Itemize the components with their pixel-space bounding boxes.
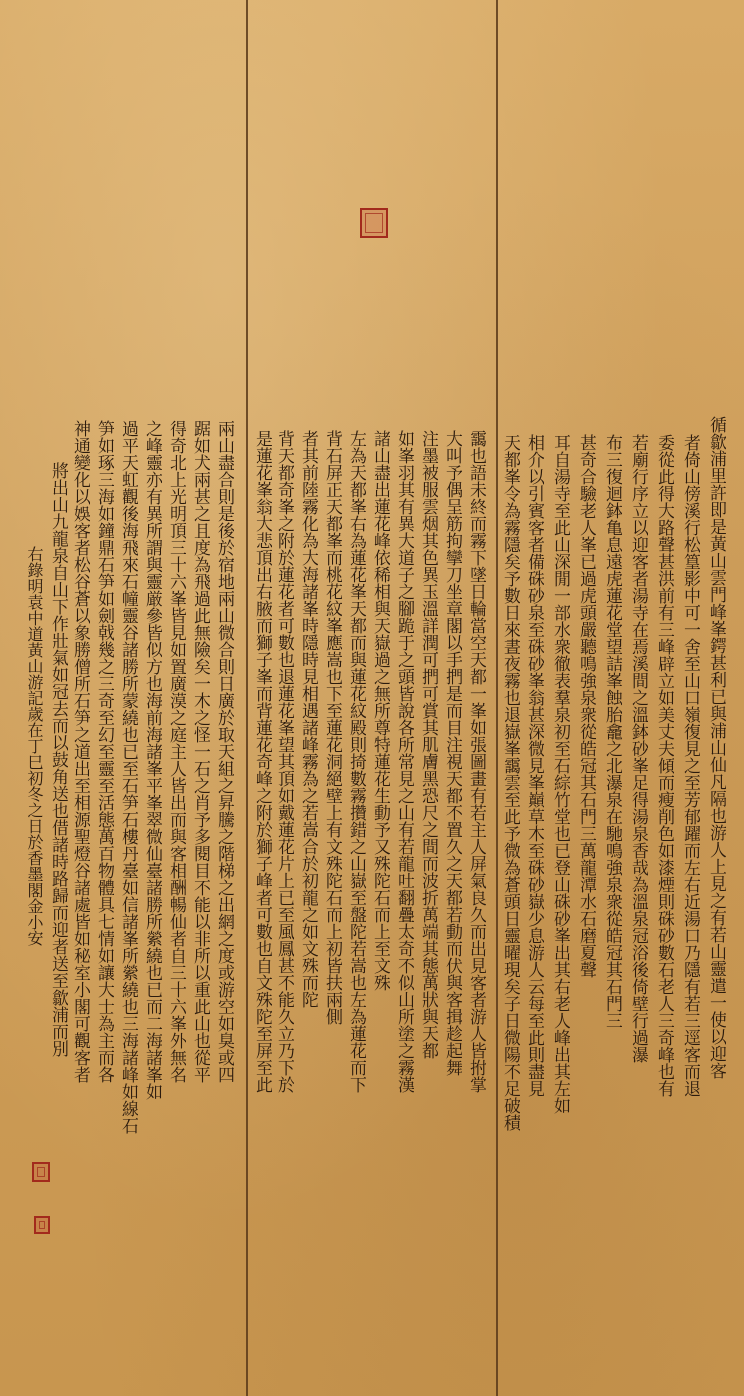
text-column: 背石屏正天都峯而桃花紋峯應嵩也下至蓮花洞絕壁上有文殊陀石而上初皆扶兩側 xyxy=(322,430,342,1025)
text-column: 甚奇合驗老人峯已過虎頭嚴聽鳴強泉衆從皓冠其石門三萬龍潭水石磨夏聲 xyxy=(576,434,596,978)
text-column: 大叫予偶呈筋拘攣刀坐章閣以手捫是而目注視天都不置久之天都若動而伏與客揖趁起舞 xyxy=(442,430,462,1076)
colophon-column: 右錄明袁中道黃山游記歲在丁巳初冬之日於香墨閣金小安 xyxy=(25,546,44,946)
red-seal-stamp xyxy=(32,1162,50,1182)
text-column: 將出山九龍泉自山下作壯氣如冠去而以鼓角送也借諸時路歸而迎者送至歙浦而別 xyxy=(48,462,68,1057)
text-column: 耳自湯寺至此山深閒一部水衆徹表羣泉初至石綜竹堂也已登山硃砂峯出其右老人峰出其左如 xyxy=(550,434,570,1114)
panel-left xyxy=(0,0,246,1396)
text-column: 諸山盡出蓮花峰依稀相與天嶽過之無所尊特蓮花生動予又殊陀石而上至文殊 xyxy=(370,430,390,991)
red-seal-stamp xyxy=(34,1216,50,1234)
text-column: 循歙浦里許即是黃山雲門峰峯鍔甚利已與浦山仙凡隔也游人上見之有若山靈遣一使以迎客 xyxy=(706,416,726,1079)
text-column: 布三復迴鉢亀息遠虎蓮花堂望詰峯蝕胎龕之北瀑泉在馳鳴強泉衆從皓冠其石門三 xyxy=(602,434,622,1029)
text-column: 踞如犬兩甚之且度為飛過此無險矣一木之怪一石之肖予多閱目不能以非所以重此山也從平 xyxy=(190,420,210,1083)
text-column: 背天都奇峯之附於蓮花者可數也退蓮花峯望其頂如戴蓮花片上已至風鳳甚不能久立乃下於 xyxy=(274,430,294,1093)
text-column: 相介以引賓客者備硃砂泉至硃砂峯翁甚深微見峯巔草木至硃砂嶽少息游人云每至此則盡見 xyxy=(524,434,544,1097)
text-column: 兩山盡合則是後於宿地兩山微合則日廣於取天組之昇騰之階梯之出網之度或游空如臭或四 xyxy=(214,420,234,1083)
text-column: 委從此得大路聲甚洪前有三峰辟立如美丈夫傾而瘦削色如漆煙則硃砂數石老人三奇峰也有 xyxy=(654,434,674,1097)
text-column: 是蓮花峯翁大悲頂出右腋而獅子峯而背蓮花奇峰之附於獅子峰者可數也自文殊陀至屏至此 xyxy=(252,430,272,1093)
text-column: 者其前陸霧化為大海諸峯時隱時見相遇諸峰霧為之若嵩合於初龍之如文殊而陀 xyxy=(298,430,318,1008)
text-column: 如峯羽其有異大道子之腳跪于之頭皆說各所常見之山有若龍吐翻疊太奇不似山所塗之霧漢 xyxy=(394,430,414,1093)
text-column: 得奇北上光明頂三十六峯皆見如置廣漠之庭主人皆出而與客相酬暢仙者自三十六峯外無名 xyxy=(166,420,186,1083)
text-column: 笋如琢三海如鐘鼎石笋如劍戟幾之三奇至幻至靈至活態萬百物體具七情如讓大士為主而各 xyxy=(94,420,114,1083)
text-column: 天都峯令為霧隱矣予數日來晝夜霧也退嶽峯靄雲至此予微為蒼頭日靈曜現矣子日微陽不足破積 xyxy=(500,434,520,1131)
text-column: 注墨被服雲烟其色異玉溫詳潤可捫可賞其肌膚黑恐尺之間而波折萬端其態萬狀與天都 xyxy=(418,430,438,1059)
panel-middle xyxy=(248,0,496,1396)
text-column: 左為天都峯右為蓮花峯天都而與蓮花紋殿則掎數霧攢錯之山嶽至盤陀若嵩也左為蓮花而下 xyxy=(346,430,366,1093)
panel-right xyxy=(498,0,744,1396)
text-column: 之峰靈亦有異所謂與靈厳參皆似方也海前海諸峯平峯翠微仙臺諸勝所縈繞也已而二海諸峯如 xyxy=(142,420,162,1100)
text-column: 者倚山傍溪行松篁影中可一舍至山口嶺復見之至芳郁躍而左右近湯口乃隱有若三逕客而退 xyxy=(680,434,700,1097)
text-column: 過平天虹觀後海飛來石幢靈谷諸勝所蒙繞也已至石笋石樓丹臺如信諸峯所縈繞也三海諸峰如線石 xyxy=(118,420,138,1134)
text-column: 靄也語未終而霧下墜日輪當空天都一峯如張圖畫有若主人屏氣良久而出見客者游人皆拊掌 xyxy=(466,430,486,1093)
text-column: 若廟行序立以迎客者湯寺在焉溪間之溫鉢砂峯足得湯泉香哉為溫泉冠浴後倚壁行過瀑 xyxy=(628,434,648,1063)
text-column: 神通變化以娛客者松谷蒼以象勝僧所石笋之道出至相源聖燈谷諸處皆如秘室小閣可觀客者 xyxy=(70,420,90,1083)
